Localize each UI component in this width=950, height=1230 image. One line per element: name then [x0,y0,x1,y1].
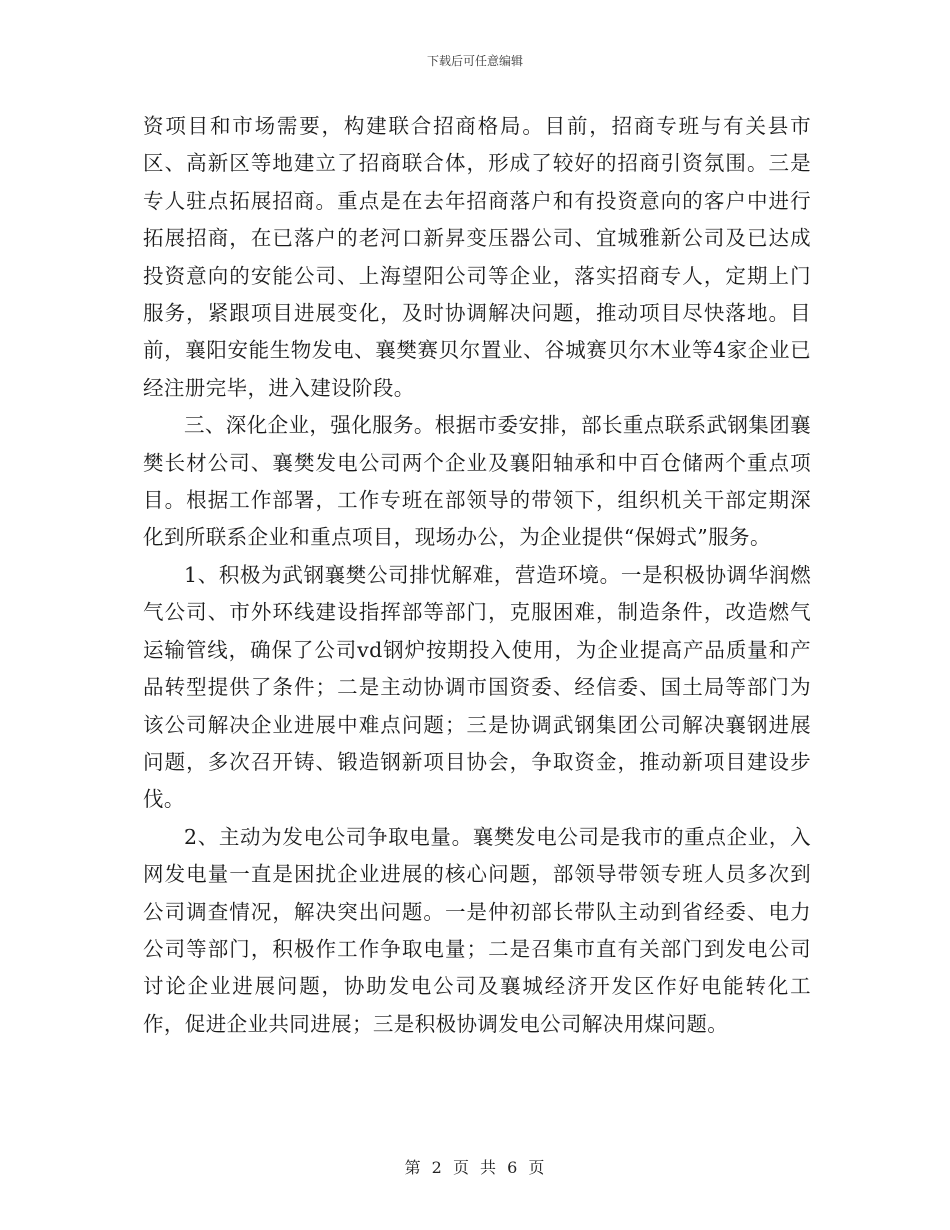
paragraph-1: 资项目和市场需要，构建联合招商格局。目前，招商专班与有关县市区、高新区等地建立了招商联合体，形成了较好的招商引资氛围。三是专人驻点拓展招商。重点是在去年招商落户和有投资意向的客户中进行拓展招商，在已落户的老河口新昇变压器公司、宜城雅新公司及已达成投资意向的安能公司、上海望阳公司等企业，落实招商专人，定期上门服务，紧跟项目进展变化，及时协调解决问题，推动项目尽快落地。目前，襄阳安能生物发电、襄樊赛贝尔置业、谷城赛贝尔木业等4家企业已经注册完毕，进入建设阶段。 [143,114,811,400]
paragraph-3: 1、积极为武钢襄樊公司排忧解难，营造环境。一是积极协调华润燃气公司、市外环线建设指挥部等部门，克服困难，制造条件，改造燃气运输管线，确保了公司vd钢炉按期投入使用，为企业提高产品质量和产品转型提供了条件；二是主动协调市国资委、经信委、国土局等部门为该公司解决企业进展中难点问题；三是协调武钢集团公司解决襄钢进展问题，多次召开铸、锻造钢新项目协会，争取资金，推动新项目建设步伐。 [143,562,811,812]
paragraph-2: 三、深化企业，强化服务。根据市委安排，部长重点联系武钢集团襄樊长材公司、襄樊发电公司两个企业及襄阳轴承和中百仓储两个重点项目。根据工作部署，工作专班在部领导的带领下，组织机关干部定期深化到所联系企业和重点项目，现场办公，为企业提供“保姆式”服务。 [143,413,811,550]
page-number-footer: 第 2 页 共 6 页 [404,1158,546,1177]
document-body [143,108,811,1043]
paragraph-4: 2、主动为发电公司争取电量。襄樊发电公司是我市的重点企业，入网发电量一直是困扰企业进展的核心问题，部领导带领专班人员多次到公司调查情况，解决突出问题。一是仲初部长带队主动到省经委、电力公司等部门，积极作工作争取电量；二是召集市直有关部门到发电公司讨论企业进展问题，协助发电公司及襄城经济开发区作好电能转化工作，促进企业共同进展；三是积极协调发电公司解决用煤问题。 [143,824,811,1036]
page-header: 下载后可任意编辑 [426,54,523,68]
